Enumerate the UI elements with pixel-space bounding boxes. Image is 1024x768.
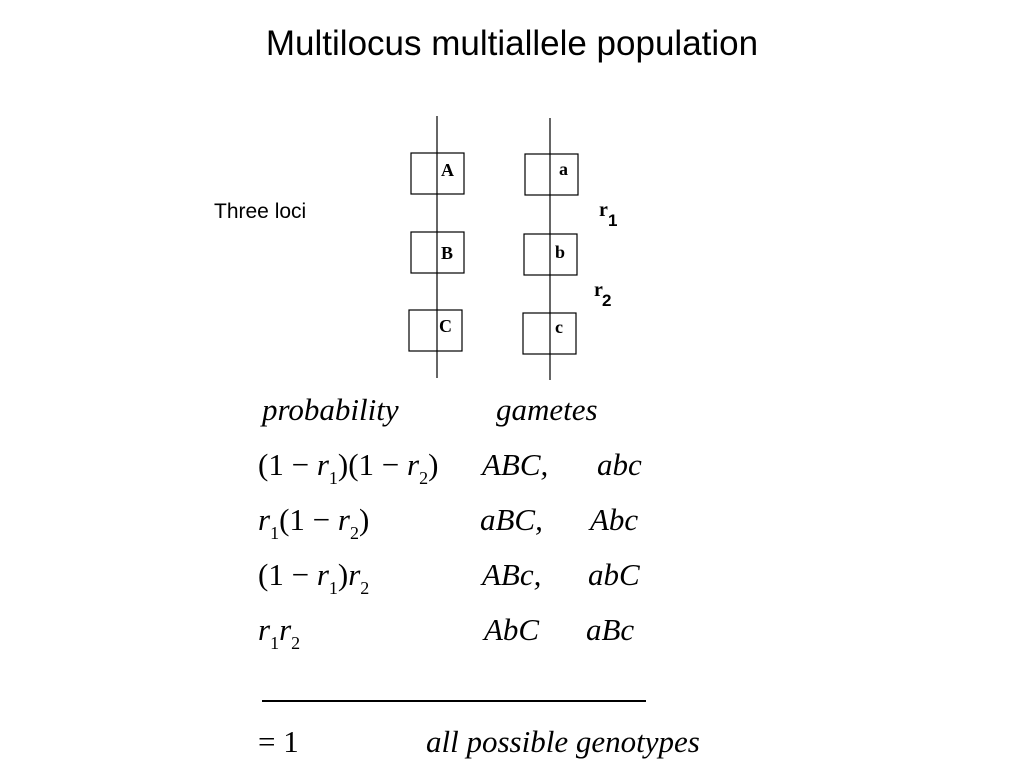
slide-title: Multilocus multiallele population xyxy=(265,24,759,63)
row-gamete: Abc xyxy=(590,502,639,537)
header-probability: probability xyxy=(262,392,399,427)
row-gamete: AbC xyxy=(484,612,540,647)
row-gamete: aBc xyxy=(586,612,635,647)
row-gamete: abC xyxy=(588,557,640,592)
locus-box-a xyxy=(525,154,578,195)
row-gamete: ABC, xyxy=(482,447,549,482)
header-gametes: gametes xyxy=(496,392,598,427)
row-probability: $r_1(1 - r_2)$ xyxy=(258,502,370,543)
separator-line xyxy=(262,700,646,702)
recombination-r2-letter: r xyxy=(594,279,603,301)
total-description: all possible genotypes xyxy=(426,724,700,759)
locus-label-B: B xyxy=(441,243,454,263)
recombination-r1-sub: 1 xyxy=(608,211,618,230)
row-probability: $(1 - r_1)(1 - r_2)$ xyxy=(258,447,439,488)
three-loci-label: Three loci xyxy=(214,200,307,223)
locus-box-C xyxy=(409,310,462,351)
recombination-r2-sub: 2 xyxy=(602,291,612,310)
row-gamete: ABc, xyxy=(482,557,542,592)
locus-label-a: a xyxy=(559,159,568,179)
row-probability: $(1 - r_1)r_2$ xyxy=(258,557,370,598)
recombination-r1-letter: r xyxy=(599,199,608,221)
row-gamete: aBC, xyxy=(480,502,543,537)
locus-label-c: c xyxy=(555,317,563,337)
row-gamete: abc xyxy=(597,447,642,482)
locus-label-A: A xyxy=(441,160,454,180)
total-equals-one: = 1 xyxy=(258,724,299,759)
row-probability: $r_1r_2$ xyxy=(258,612,301,653)
locus-label-C: C xyxy=(439,316,452,336)
locus-label-b: b xyxy=(555,242,566,262)
